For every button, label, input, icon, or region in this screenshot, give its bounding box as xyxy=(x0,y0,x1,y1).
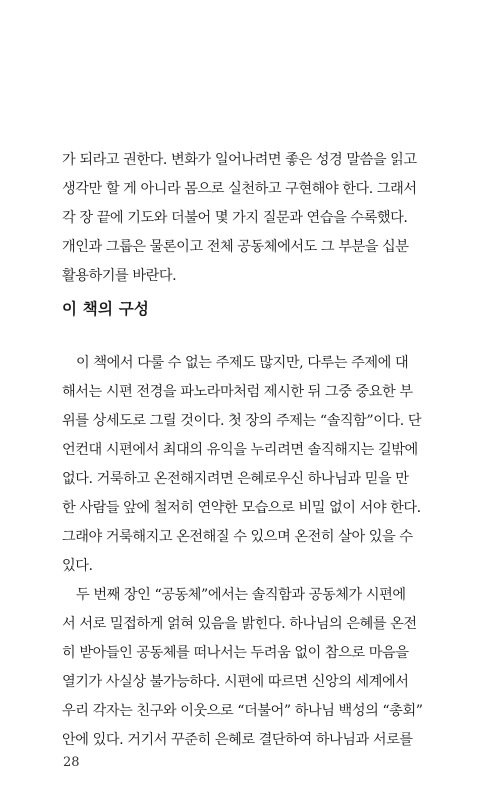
page-number: 28 xyxy=(63,755,80,770)
body-text-line: 활용하기를 바란다. xyxy=(62,268,177,284)
body-text-line: 해서는 시편 전경을 파노라마처럼 제시한 뒤 그중 중요한 부 xyxy=(62,384,413,400)
section-heading: 이 책의 구성 xyxy=(62,300,150,318)
body-text-line: 없다. 거룩하고 온전해지려면 은혜로우신 하나님과 믿을 만 xyxy=(62,471,409,487)
body-text-line: 생각만 할 게 아니라 몸으로 실천하고 구현해야 한다. 그래서 xyxy=(62,181,417,197)
body-text-line: 가 되라고 권한다. 변화가 일어나려면 좋은 성경 말씀을 읽고 xyxy=(62,152,417,168)
body-text-line: 한 사람들 앞에 철저히 연약한 모습으로 비밀 없이 서야 한다. xyxy=(62,500,421,516)
body-text-line: 있다. xyxy=(62,558,93,574)
body-text-line: 개인과 그룹은 물론이고 전체 공동체에서도 그 부분을 십분 xyxy=(62,239,409,255)
body-text-line: 언컨대 시편에서 최대의 유익을 누리려면 솔직해지는 길밖에 xyxy=(62,442,418,458)
body-text-line: 그래야 거룩해지고 온전해질 수 있으며 온전히 살아 있을 수 xyxy=(62,529,413,545)
body-text-line: 안에 있다. 거기서 꾸준히 은혜로 결단하여 하나님과 서로를 xyxy=(62,732,413,748)
body-text-line: 열기가 사실상 불가능하다. 시편에 따르면 신앙의 세계에서 xyxy=(62,674,409,690)
body-text-line: 두 번째 장인 “공동체”에서는 솔직함과 공동체가 시편에 xyxy=(76,587,406,603)
body-text-line: 이 책에서 다룰 수 없는 주제도 많지만, 다루는 주제에 대 xyxy=(76,355,409,371)
body-text-line: 서 서로 밀접하게 얽혀 있음을 밝힌다. 하나님의 은혜를 온전 xyxy=(62,616,417,632)
body-text-line: 우리 각자는 친구와 이웃으로 “더불어” 하나님 백성의 “총회” xyxy=(62,703,423,719)
body-text-line: 히 받아들인 공동체를 떠나서는 두려움 없이 참으로 마음을 xyxy=(62,645,409,661)
body-text-line: 위를 상세도로 그릴 것이다. 첫 장의 주제는 “솔직함”이다. 단 xyxy=(62,413,422,429)
body-text-line: 각 장 끝에 기도와 더불어 몇 가지 질문과 연습을 수록했다. xyxy=(62,210,408,226)
